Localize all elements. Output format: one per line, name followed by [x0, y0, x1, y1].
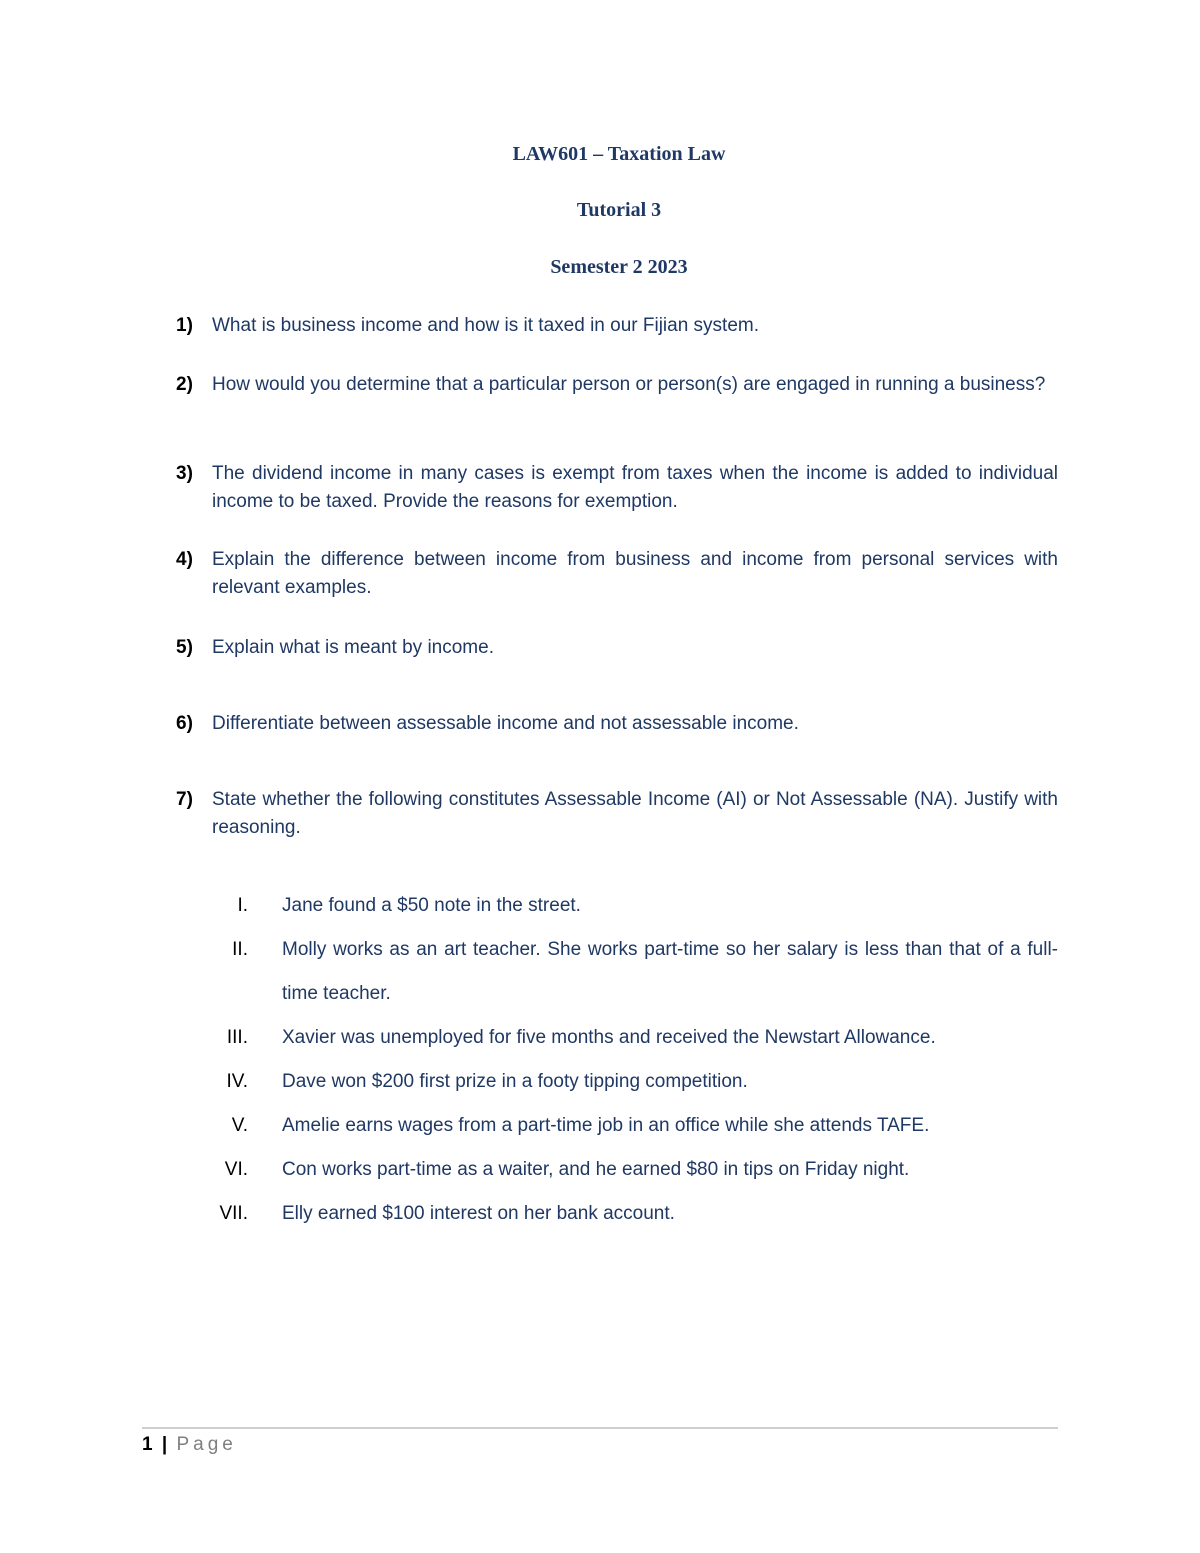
sub-item-text: Dave won $200 first prize in a footy tipping competition. [282, 1071, 748, 1092]
question-text: The dividend income in many cases is exempt from taxes when the income is added to individual income to be taxed. Provide the reasons for exemption. [212, 463, 1058, 512]
question-number: 6) [176, 713, 193, 734]
question-text: How would you determine that a particular person or person(s) are engaged in running a business? [212, 374, 1046, 395]
question-3 [176, 460, 1058, 516]
sub-item-number: II. [232, 939, 248, 960]
sub-item-5 [200, 1112, 1058, 1140]
question-2 [176, 371, 1058, 399]
question-text: State whether the following constitutes Assessable Income (AI) or Not Assessable (NA). Justify with reasoning. [212, 789, 1058, 838]
question-6 [176, 710, 1058, 738]
sub-item-text: Xavier was unemployed for five months and received the Newstart Allowance. [282, 1027, 936, 1048]
question-5 [176, 634, 1058, 662]
sub-item-number: VI. [224, 1159, 248, 1180]
question-number: 3) [176, 463, 193, 484]
sub-item-3 [200, 1024, 1058, 1052]
footer-separator: | [161, 1434, 168, 1455]
question-number: 4) [176, 549, 193, 570]
footer-divider [142, 1427, 1058, 1429]
page-label: Page [176, 1434, 237, 1455]
question-text: Explain what is meant by income. [212, 637, 494, 658]
sub-item-text: Elly earned $100 interest on her bank account. [282, 1203, 675, 1224]
sub-item-number: VII. [219, 1203, 248, 1224]
page-footer [142, 1434, 237, 1456]
sub-item-number: IV. [226, 1071, 248, 1092]
question-text: Differentiate between assessable income and not assessable income. [212, 713, 799, 734]
sub-item-4 [200, 1068, 1058, 1096]
sub-item-text: Molly works as an art teacher. She works part-time so her salary is less than that of a full- time teacher. [282, 939, 1058, 1004]
sub-item-number: III. [226, 1027, 248, 1048]
sub-item-number: I. [237, 895, 248, 916]
sub-item-1 [200, 892, 1058, 920]
sub-item-7 [200, 1200, 1058, 1228]
question-number: 1) [176, 315, 193, 336]
sub-item-text: Jane found a $50 note in the street. [282, 895, 581, 916]
page-number: 1 [142, 1434, 153, 1455]
sub-item-number: V. [231, 1115, 248, 1136]
question-text: What is business income and how is it taxed in our Fijian system. [212, 315, 760, 336]
sub-item-6 [200, 1156, 1058, 1184]
question-text: Explain the difference between income from business and income from personal services with relevant examples. [212, 549, 1058, 598]
semester-title: Semester 2 2023 [550, 256, 688, 278]
question-number: 2) [176, 374, 193, 395]
question-number: 5) [176, 637, 193, 658]
course-title: LAW601 – Taxation Law [512, 143, 726, 165]
question-4 [176, 546, 1058, 602]
question-7 [176, 786, 1058, 842]
tutorial-title: Tutorial 3 [576, 199, 662, 221]
sub-item-text: Amelie earns wages from a part-time job in an office while she attends TAFE. [282, 1115, 930, 1136]
question-number: 7) [176, 789, 193, 810]
sub-item-2 [200, 936, 1058, 1016]
sub-item-text: Con works part-time as a waiter, and he earned $80 in tips on Friday night. [282, 1159, 910, 1180]
question-1 [176, 312, 1058, 340]
